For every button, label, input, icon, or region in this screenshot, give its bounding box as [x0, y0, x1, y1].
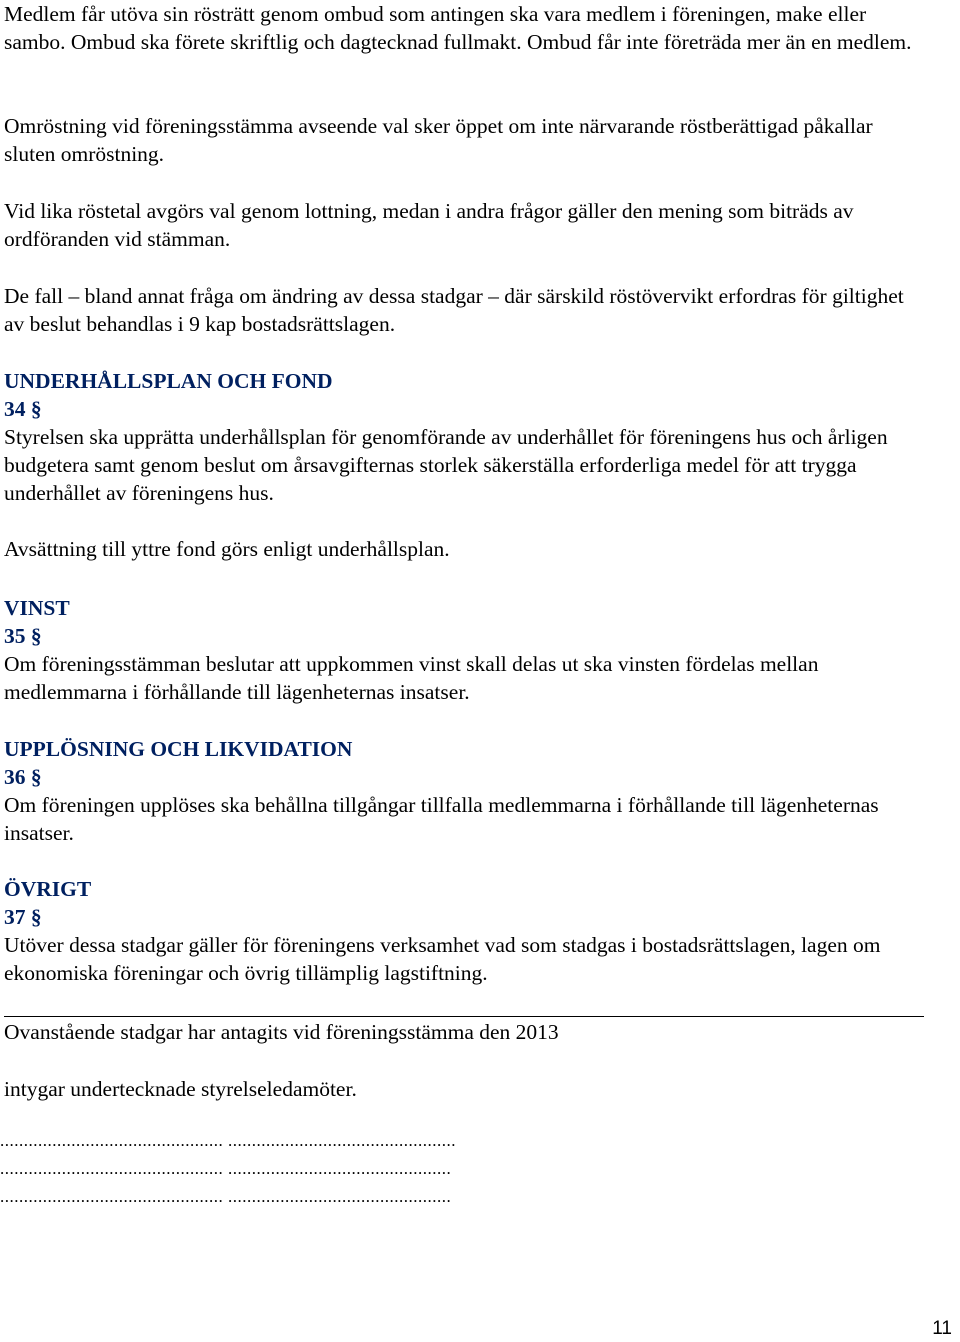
section-number: 36 § [4, 765, 42, 789]
signature-line: ............................................... ............................................... [0, 1187, 452, 1206]
section-heading: UNDERHÅLLSPLAN OCH FOND [4, 369, 333, 393]
section-paragraph: Avsättning till yttre fond görs enligt underhållsplan. [4, 537, 450, 561]
section-heading: VINST [4, 596, 70, 620]
section-paragraph: Styrelsen ska upprätta underhållsplan för genomförande av underhållet för föreningens hus och årligen budgetera samt genom beslut om årsavgifternas storlek säkerställa erforderliga medel för att trygga underhållet av föreningens hus. [4, 425, 888, 505]
certification-statement: intygar undertecknade styrelseledamöter. [4, 1077, 357, 1101]
section-number: 37 § [4, 905, 42, 929]
paragraph-special-majority: De fall – bland annat fråga om ändring av dessa stadgar – där särskild röstövervikt erfordras för giltighet av beslut behandlas i 9 kap bostadsrättslagen. [4, 284, 904, 336]
section-35 [4, 594, 929, 706]
paragraph-tie: Vid lika röstetal avgörs val genom lottning, medan i andra frågor gäller den mening som biträds av ordföranden vid stämman. [4, 199, 854, 251]
section-number: 35 § [4, 624, 42, 648]
section-heading: UPPLÖSNING OCH LIKVIDATION [4, 737, 353, 761]
section-heading: ÖVRIGT [4, 877, 92, 901]
section-paragraph: Om föreningsstämman beslutar att uppkommen vinst skall delas ut ska vinsten fördelas mellan medlemmarna i förhållande till lägenheternas insatser. [4, 652, 819, 704]
section-paragraph: Utöver dessa stadgar gäller för föreningens verksamhet vad som stadgas i bostadsrättslagen, lagen om ekonomiska föreningar och övrig tillämplig lagstiftning. [4, 933, 881, 985]
section-37 [4, 875, 929, 987]
adoption-statement: Ovanstående stadgar har antagits vid föreningsstämma den 2013 [4, 1020, 559, 1044]
paragraph-proxy: Medlem får utöva sin rösträtt genom ombud som antingen ska vara medlem i föreningen, make eller sambo. Ombud ska förete skriftlig och dagtecknad fullmakt. Ombud får inte företräda mer än en medlem. [4, 2, 912, 54]
section-number: 34 § [4, 397, 42, 421]
section-34 [4, 367, 929, 563]
section-paragraph: Om föreningen upplöses ska behållna tillgångar tillfalla medlemmarna i förhållande till lägenheternas insatser. [4, 793, 879, 845]
signature-line: ............................................... ................................................ [0, 1131, 456, 1150]
section-36 [4, 735, 929, 847]
signature-line: ............................................... ............................................... [0, 1159, 452, 1178]
page-number: 11 [932, 1318, 952, 1339]
paragraph-voting: Omröstning vid föreningsstämma avseende val sker öppet om inte närvarande röstberättigad påkallar sluten omröstning. [4, 114, 873, 166]
horizontal-rule [4, 1016, 924, 1017]
